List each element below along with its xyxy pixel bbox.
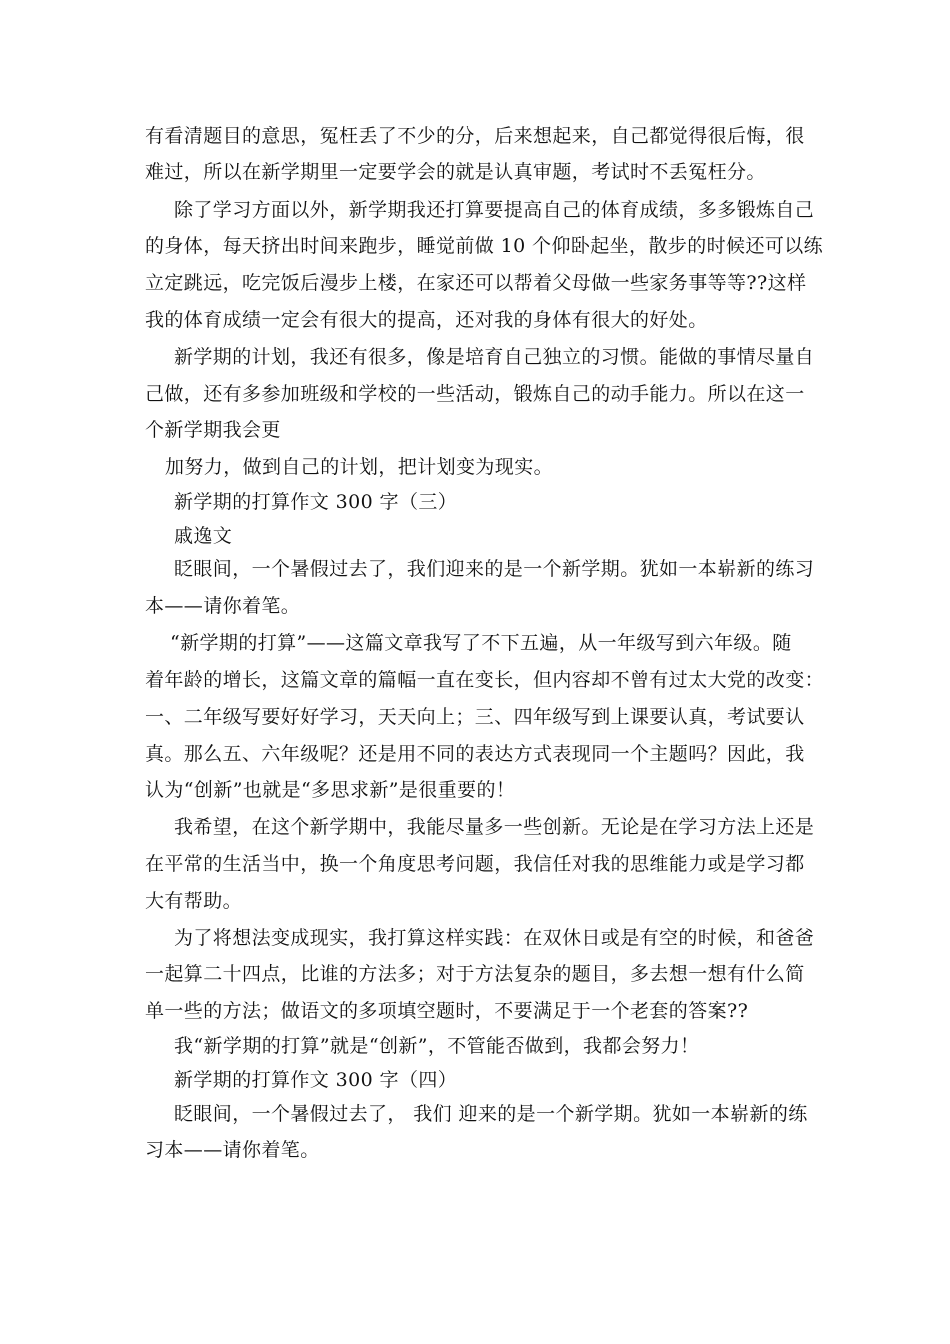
- text-line: 的身体，每天挤出时间来跑步，睡觉前做 10 个仰卧起坐，散步的时候还可以练: [145, 235, 824, 257]
- text-line: 一起算二十四点，比谁的方法多；对于方法复杂的题目，多去想一想有什么简: [145, 963, 805, 985]
- text-line: 着年龄的增长，这篇文章的篇幅一直在变长，但内容却不曾有过太大党的改变：: [145, 669, 825, 691]
- text-line: 真。那么五、六年级呢？还是用不同的表达方式表现同一个主题吗？因此，我: [145, 743, 805, 765]
- text-line: 除了学习方面以外，新学期我还打算要提高自己的体育成绩，多多锻炼自己: [174, 199, 815, 221]
- text-line: 大有帮助。: [145, 890, 243, 912]
- text-line: 眨眼间，一个暑假过去了， 我们 迎来的是一个新学期。犹如一本崭新的练: [174, 1103, 808, 1125]
- section-heading: 新学期的打算作文 300 字（三）: [174, 491, 458, 513]
- text-line: 一、二年级写要好好学习，天天向上；三、四年级写到上课要认真，考试要认: [145, 706, 805, 728]
- text-line: 新学期的计划，我还有很多，像是培育自己独立的习惯。能做的事情尽量自: [174, 346, 815, 368]
- section-heading: 新学期的打算作文 300 字（四）: [174, 1069, 458, 1091]
- text-line: 单一些的方法；做语文的多项填空题时，不要满足于一个老套的答案??: [145, 1000, 749, 1022]
- text-line: “新学期的打算”——这篇文章我写了不下五遍，从一年级写到六年级。随: [170, 632, 792, 654]
- text-line: 个新学期我会更: [145, 419, 281, 441]
- text-line: 为了将想法变成现实，我打算这样实践：在双休日或是有空的时候，和爸爸: [174, 927, 815, 949]
- text-line: 加努力，做到自己的计划，把计划变为现实。: [165, 456, 554, 478]
- text-line: 眨眼间，一个暑假过去了，我们迎来的是一个新学期。犹如一本崭新的练习: [174, 558, 815, 580]
- text-line: 立定跳远，吃完饭后漫步上楼，在家还可以帮着父母做一些家务事等等??这样: [145, 272, 807, 294]
- text-line: 我希望，在这个新学期中，我能尽量多一些创新。无论是在学习方法上还是: [174, 816, 815, 838]
- text-line: 我“新学期的打算”就是“创新”，不管能否做到，我都会努力！: [174, 1035, 700, 1057]
- text-line: 习本——请你着笔。: [145, 1139, 320, 1161]
- text-line: 有看清题目的意思，冤枉丢了不少的分，后来想起来，自己都觉得很后悔，很: [145, 125, 805, 147]
- text-line: 认为“创新”也就是“多思求新”是很重要的！: [145, 779, 516, 801]
- text-line: 本——请你着笔。: [145, 595, 301, 617]
- text-line: 己做，还有多参加班级和学校的一些活动，锻炼自己的动手能力。所以在这一: [145, 383, 805, 405]
- text-line: 难过，所以在新学期里一定要学会的就是认真审题，考试时不丢冤枉分。: [145, 161, 766, 183]
- author-name: 戚逸文: [174, 525, 233, 547]
- text-line: 在平常的生活当中，换一个角度思考问题，我信任对我的思维能力或是学习都: [145, 853, 805, 875]
- text-line: 我的体育成绩一定会有很大的提高，还对我的身体有很大的好处。: [145, 309, 708, 331]
